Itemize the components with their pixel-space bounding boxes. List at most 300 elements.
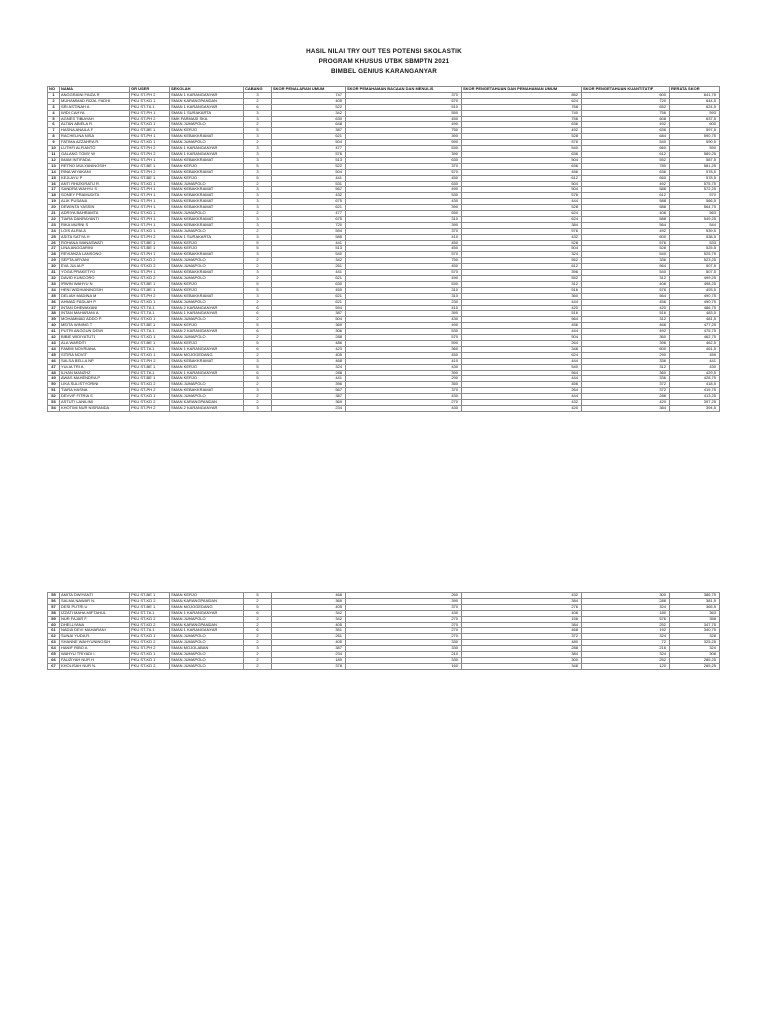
col-header-no: NO: [48, 87, 60, 93]
cell-skor-pemahaman: 570: [346, 335, 462, 341]
cell-cabang: 5: [244, 340, 272, 346]
cell-cabang: 3: [244, 205, 272, 211]
cell-skor-penalaran: 441: [272, 175, 346, 181]
cell-skor-penalaran: 342: [272, 110, 346, 116]
cell-cabang: 3: [244, 146, 272, 152]
cell-rerata: 590,75: [670, 134, 720, 140]
cell-no: 17: [48, 187, 60, 193]
cell-skor-kuantitatif: 684: [582, 134, 670, 140]
cell-skor-pemahaman: 260: [346, 593, 462, 599]
cell-cabang: 5: [244, 240, 272, 246]
cell-rerata: 461,5: [670, 346, 720, 352]
cell-sekolah: SMK FARMASI SKA: [170, 116, 244, 122]
cell-no: 66: [48, 657, 60, 663]
cell-cabang: 2: [244, 299, 272, 305]
cell-skor-penalaran: 405: [272, 640, 346, 646]
cell-no: 41: [48, 329, 60, 335]
cell-skor-pemahaman: 450: [346, 116, 462, 122]
cell-no: 52: [48, 394, 60, 400]
cell-skor-kuantitatif: 336: [582, 358, 670, 364]
cell-skor-pengetahuan: 432: [462, 593, 582, 599]
cell-nama: MUHAMMAD RIZAL FADHI: [60, 98, 130, 104]
cell-skor-penalaran: 432: [272, 193, 346, 199]
cell-sekolah: SMAN JUMAPOLO: [170, 657, 244, 663]
cell-skor-pengetahuan: 432: [462, 400, 582, 406]
cell-skor-penalaran: 369: [272, 598, 346, 604]
cell-skor-pemahaman: 230: [346, 299, 462, 305]
cell-skor-kuantitatif: 576: [582, 616, 670, 622]
cell-no: 13: [48, 163, 60, 169]
cell-skor-kuantitatif: 660: [582, 146, 670, 152]
cell-gr-user: PKU ST-PH 1: [130, 222, 170, 228]
cell-no: 25: [48, 234, 60, 240]
cell-skor-kuantitatif: 300: [582, 593, 670, 599]
cell-skor-pemahaman: 410: [346, 305, 462, 311]
cell-cabang: 2: [244, 211, 272, 217]
cell-cabang: 2: [244, 317, 272, 323]
cell-cabang: 6: [244, 104, 272, 110]
cell-cabang: 6: [244, 329, 272, 335]
cell-skor-pemahaman: 390: [346, 370, 462, 376]
cell-no: 30: [48, 264, 60, 270]
cell-skor-pengetahuan: 156: [462, 616, 582, 622]
cell-cabang: 2: [244, 622, 272, 628]
cell-skor-pengetahuan: 636: [462, 122, 582, 128]
cell-rerata: 563: [670, 211, 720, 217]
cell-gr-user: PKU ST-KD 2: [130, 598, 170, 604]
cell-rerata: 340,75: [670, 628, 720, 634]
cell-nama: YULIA TRI A: [60, 364, 130, 370]
cell-skor-pemahaman: 390: [346, 205, 462, 211]
cell-skor-kuantitatif: 564: [582, 222, 670, 228]
cell-cabang: 3: [244, 134, 272, 140]
cell-skor-penalaran: 441: [272, 270, 346, 276]
cell-gr-user: PKU ST-KD 2: [130, 622, 170, 628]
cell-no: 23: [48, 222, 60, 228]
cell-skor-penalaran: 531: [272, 181, 346, 187]
cell-skor-penalaran: 261: [272, 264, 346, 270]
cell-cabang: 5: [244, 593, 272, 599]
cell-skor-penalaran: 630: [272, 281, 346, 287]
cell-skor-pemahaman: 390: [346, 222, 462, 228]
cell-skor-penalaran: 324: [272, 364, 346, 370]
cell-skor-kuantitatif: 216: [582, 646, 670, 652]
cell-skor-penalaran: 504: [272, 169, 346, 175]
cell-nama: ANGGRAINI FAIZA R: [60, 92, 130, 98]
cell-skor-pengetahuan: 456: [462, 382, 582, 388]
cell-skor-penalaran: 621: [272, 276, 346, 282]
cell-cabang: 5: [244, 604, 272, 610]
cell-skor-kuantitatif: 660: [582, 175, 670, 181]
cell-skor-kuantitatif: 324: [582, 652, 670, 658]
cell-skor-pengetahuan: 384: [462, 222, 582, 228]
cell-rerata: 578,5: [670, 169, 720, 175]
score-table-page-2: [47, 592, 720, 670]
cell-rerata: 641,75: [670, 92, 720, 98]
cell-no: 10: [48, 146, 60, 152]
cell-cabang: 2: [244, 258, 272, 264]
cell-sekolah: SMAN KEBAKKRAMAT: [170, 388, 244, 394]
table-body-page-2: [48, 593, 720, 670]
cell-skor-penalaran: 468: [272, 593, 346, 599]
cell-skor-kuantitatif: 324: [582, 604, 670, 610]
cell-rerata: 575,75: [670, 181, 720, 187]
cell-rerata: 265,25: [670, 663, 720, 669]
cell-skor-pemahaman: 490: [346, 122, 462, 128]
cell-skor-pengetahuan: 516: [462, 311, 582, 317]
cell-no: 64: [48, 646, 60, 652]
cell-skor-pemahaman: 430: [346, 317, 462, 323]
cell-sekolah: SMAN JUMAPOLO: [170, 258, 244, 264]
cell-skor-pemahaman: 450: [346, 175, 462, 181]
cell-gr-user: PKU ST-KD 1: [130, 228, 170, 234]
cell-sekolah: SMAN 1 KARANGANYAR: [170, 311, 244, 317]
cell-cabang: 6: [244, 628, 272, 634]
cell-cabang: 2: [244, 634, 272, 640]
cell-rerata: 566,5: [670, 199, 720, 205]
cell-rerata: 308: [670, 652, 720, 658]
cell-cabang: 3: [244, 169, 272, 175]
col-header-nama: NAMA: [60, 87, 130, 93]
cell-no: 59: [48, 616, 60, 622]
cell-skor-penalaran: 234: [272, 405, 346, 411]
cell-skor-pemahaman: 290: [346, 376, 462, 382]
cell-gr-user: PKU ST-TA 1: [130, 104, 170, 110]
cell-skor-kuantitatif: 420: [582, 400, 670, 406]
cell-skor-penalaran: 405: [272, 352, 346, 358]
cell-gr-user: PKU ST-BE 1: [130, 128, 170, 134]
cell-no: 19: [48, 199, 60, 205]
cell-skor-pengetahuan: 444: [462, 376, 582, 382]
cell-skor-penalaran: 288: [272, 335, 346, 341]
cell-skor-kuantitatif: 336: [582, 258, 670, 264]
cell-gr-user: PKU ST-BE 1: [130, 281, 170, 287]
cell-no: 15: [48, 175, 60, 181]
cell-cabang: 3: [244, 234, 272, 240]
cell-nama: BIBIE WIDIYATUTI: [60, 335, 130, 341]
cell-nama: RACHELINA NISA: [60, 134, 130, 140]
cell-cabang: 2: [244, 140, 272, 146]
cell-skor-kuantitatif: 576: [582, 240, 670, 246]
cell-sekolah: SMAN 2 KARANGANYAR: [170, 305, 244, 311]
cell-sekolah: SMAN KERJO: [170, 281, 244, 287]
cell-cabang: 3: [244, 92, 272, 98]
cell-skor-kuantitatif: 408: [582, 211, 670, 217]
cell-skor-penalaran: 747: [272, 92, 346, 98]
cell-skor-pengetahuan: 504: [462, 157, 582, 163]
cell-cabang: 2: [244, 382, 272, 388]
cell-skor-kuantitatif: 384: [582, 405, 670, 411]
cell-skor-kuantitatif: 588: [582, 199, 670, 205]
cell-sekolah: SMAN KEBAKKRAMAT: [170, 187, 244, 193]
cell-nama: IZZATI MAHA MIFTAHUL: [60, 610, 130, 616]
cell-cabang: 2: [244, 657, 272, 663]
cell-cabang: 3: [244, 405, 272, 411]
cell-skor-pemahaman: 270: [346, 634, 462, 640]
cell-nama: SUNAI YUDA R.: [60, 634, 130, 640]
cell-rerata: 581,25: [670, 163, 720, 169]
cell-rerata: 358: [670, 616, 720, 622]
cell-skor-penalaran: 477: [272, 211, 346, 217]
cell-skor-penalaran: 630: [272, 116, 346, 122]
cell-skor-kuantitatif: 290: [582, 352, 670, 358]
cell-skor-pemahaman: 490: [346, 276, 462, 282]
cell-sekolah: SMAN KEBAKKRAMAT: [170, 252, 244, 258]
cell-skor-pemahaman: 390: [346, 598, 462, 604]
cell-sekolah: SMAN JUMAPOLO: [170, 382, 244, 388]
cell-skor-pemahaman: 390: [346, 311, 462, 317]
cell-gr-user: PKU ST-PH 1: [130, 187, 170, 193]
cell-skor-pemahaman: 450: [346, 240, 462, 246]
cell-rerata: 430: [670, 364, 720, 370]
cell-skor-pengetahuan: 384: [462, 598, 582, 604]
cell-skor-pengetahuan: 384: [462, 622, 582, 628]
cell-no: 2: [48, 98, 60, 104]
cell-sekolah: SMAN 1 KARANGANYAR: [170, 151, 244, 157]
cell-no: 44: [48, 346, 60, 352]
cell-rerata: 507,5: [670, 264, 720, 270]
col-header-skor-kuantitatif: SKOR PENGETAHUAN KUANTITATIF: [582, 87, 670, 93]
cell-skor-kuantitatif: 576: [582, 287, 670, 293]
cell-cabang: 5: [244, 128, 272, 134]
cell-gr-user: PKU ST-KD 2: [130, 382, 170, 388]
cell-skor-kuantitatif: 252: [582, 622, 670, 628]
cell-skor-pengetahuan: 504: [462, 187, 582, 193]
cell-skor-kuantitatif: 312: [582, 276, 670, 282]
cell-sekolah: SMAN 1 SURAKARTA: [170, 110, 244, 116]
cell-skor-pengetahuan: 576: [462, 140, 582, 146]
cell-gr-user: PKU ST-TA 1: [130, 305, 170, 311]
cell-skor-pemahaman: 390: [346, 151, 462, 157]
cell-sekolah: SMAN KARANGPANDAN: [170, 98, 244, 104]
cell-skor-pemahaman: 630: [346, 157, 462, 163]
cell-skor-pengetahuan: 528: [462, 240, 582, 246]
cell-skor-penalaran: 405: [272, 604, 346, 610]
cell-no: 60: [48, 622, 60, 628]
cell-skor-penalaran: 387: [272, 128, 346, 134]
cell-cabang: 5: [244, 281, 272, 287]
cell-skor-pemahaman: 370: [346, 163, 462, 169]
cell-skor-kuantitatif: 192: [582, 628, 670, 634]
cell-skor-pemahaman: 430: [346, 405, 462, 411]
cell-gr-user: PKU ST-PH 1: [130, 134, 170, 140]
cell-skor-pemahaman: 490: [346, 323, 462, 329]
cell-sekolah: SMAN KARANGPANDAN: [170, 400, 244, 406]
cell-skor-pemahaman: 630: [346, 181, 462, 187]
cell-cabang: 2: [244, 335, 272, 341]
cell-rerata: 538,5: [670, 234, 720, 240]
cell-gr-user: PKU ST-BE 1: [130, 364, 170, 370]
cell-cabang: 3: [244, 216, 272, 222]
cell-skor-pemahaman: 550: [346, 211, 462, 217]
cell-nama: HENI WIDHIANINGSIH: [60, 287, 130, 293]
cell-no: 18: [48, 193, 60, 199]
cell-no: 54: [48, 405, 60, 411]
cell-gr-user: PKU ST-KD 1: [130, 634, 170, 640]
cell-skor-pemahaman: 270: [346, 616, 462, 622]
cell-skor-penalaran: 396: [272, 382, 346, 388]
cell-rerata: 475,75: [670, 329, 720, 335]
cell-rerata: 415,75: [670, 388, 720, 394]
cell-sekolah: SMAN MOJOLABAN: [170, 646, 244, 652]
cell-sekolah: SMAN JUMAPOLO: [170, 264, 244, 270]
cell-sekolah: SMAN KEBAKKRAMAT: [170, 193, 244, 199]
cell-skor-kuantitatif: 468: [582, 323, 670, 329]
cell-rerata: 459: [670, 352, 720, 358]
cell-rerata: 490,75: [670, 293, 720, 299]
cell-sekolah: SMAN KERJO: [170, 240, 244, 246]
cell-skor-pemahaman: 370: [346, 604, 462, 610]
cell-sekolah: SMAN JUMAPOLO: [170, 634, 244, 640]
cell-no: 33: [48, 281, 60, 287]
cell-skor-penalaran: 594: [272, 228, 346, 234]
cell-no: 27: [48, 246, 60, 252]
cell-cabang: 2: [244, 276, 272, 282]
cell-cabang: 3: [244, 388, 272, 394]
cell-skor-pemahaman: 590: [346, 140, 462, 146]
cell-nama: KHOLISAH NUR N.: [60, 663, 130, 669]
cell-skor-penalaran: 351: [272, 628, 346, 634]
cell-rerata: 325,25: [670, 640, 720, 646]
cell-skor-kuantitatif: 564: [582, 293, 670, 299]
cell-no: 35: [48, 293, 60, 299]
cell-gr-user: PKU ST-PH 2: [130, 92, 170, 98]
cell-rerata: 363: [670, 610, 720, 616]
cell-skor-pemahaman: 350: [346, 382, 462, 388]
cell-no: 50: [48, 382, 60, 388]
cell-skor-penalaran: 585: [272, 234, 346, 240]
cell-skor-kuantitatif: 600: [582, 346, 670, 352]
cell-gr-user: PKU ST-PH 2: [130, 646, 170, 652]
cell-skor-penalaran: 387: [272, 646, 346, 652]
cell-sekolah: SMAN KERJO: [170, 128, 244, 134]
cell-skor-pemahaman: 750: [346, 128, 462, 134]
cell-gr-user: PKU ST-PH 1: [130, 110, 170, 116]
cell-cabang: 3: [244, 358, 272, 364]
cell-no: 37: [48, 305, 60, 311]
cell-nama: ALA WARDITI: [60, 340, 130, 346]
cell-skor-kuantitatif: 588: [582, 205, 670, 211]
cell-cabang: 6: [244, 305, 272, 311]
cell-skor-kuantitatif: 288: [582, 598, 670, 604]
cell-sekolah: SMAN MOJOGEDANG: [170, 604, 244, 610]
cell-gr-user: PKU ST-KD 2: [130, 400, 170, 406]
cell-skor-pemahaman: 570: [346, 169, 462, 175]
cell-cabang: 2: [244, 652, 272, 658]
cell-skor-pemahaman: 270: [346, 400, 462, 406]
cell-cabang: 2: [244, 181, 272, 187]
cell-nama: SALSA BELLA NP: [60, 358, 130, 364]
cell-nama: DESI PUTRI U: [60, 604, 130, 610]
cell-skor-pemahaman: 210: [346, 652, 462, 658]
cell-cabang: 2: [244, 264, 272, 270]
cell-sekolah: SMAN MOJOGEDANG: [170, 352, 244, 358]
cell-sekolah: SMAN KERJO: [170, 163, 244, 169]
cell-skor-penalaran: 342: [272, 258, 346, 264]
cell-sekolah: SMAN JUMAPOLO: [170, 140, 244, 146]
cell-gr-user: PKU ST-TA 1: [130, 610, 170, 616]
cell-skor-pemahaman: 370: [346, 388, 462, 394]
cell-skor-pemahaman: 360: [346, 346, 462, 352]
cell-skor-pengetahuan: 564: [462, 370, 582, 376]
cell-no: 32: [48, 276, 60, 282]
cell-skor-kuantitatif: 612: [582, 151, 670, 157]
cell-sekolah: SMAN KERJO: [170, 246, 244, 252]
cell-gr-user: PKU ST-BE 1: [130, 246, 170, 252]
cell-sekolah: SMAN KEBAKKRAMAT: [170, 157, 244, 163]
cell-rerata: 394,5: [670, 405, 720, 411]
cell-sekolah: SMAN 1 KARANGANYAR: [170, 146, 244, 152]
cell-rerata: 483,5: [670, 311, 720, 317]
cell-skor-pengetahuan: 312: [462, 281, 582, 287]
cell-no: 26: [48, 240, 60, 246]
cell-skor-pengetahuan: 300: [462, 657, 582, 663]
cell-rerata: 587,5: [670, 157, 720, 163]
cell-cabang: 3: [244, 646, 272, 652]
cell-skor-pengetahuan: 372: [462, 634, 582, 640]
cell-nama: GALANG TOMY W: [60, 151, 130, 157]
cell-skor-pengetahuan: 504: [462, 246, 582, 252]
cell-skor-pemahaman: 530: [346, 193, 462, 199]
cell-rerata: 397,25: [670, 400, 720, 406]
cell-gr-user: PKU ST-PH 1: [130, 157, 170, 163]
cell-skor-kuantitatif: 456: [582, 299, 670, 305]
report-subtitle: PROGRAM KHUSUS UTBK SBMPTN 2021: [318, 58, 450, 65]
cell-skor-pengetahuan: 624: [462, 216, 582, 222]
cell-gr-user: PKU ST-KD 2: [130, 640, 170, 646]
cell-skor-kuantitatif: 420: [582, 305, 670, 311]
cell-skor-penalaran: 261: [272, 634, 346, 640]
cell-skor-pemahaman: 530: [346, 281, 462, 287]
cell-skor-kuantitatif: 516: [582, 311, 670, 317]
cell-skor-pengetahuan: 324: [462, 252, 582, 258]
cell-skor-kuantitatif: 312: [582, 364, 670, 370]
cell-skor-pengetahuan: 552: [462, 276, 582, 282]
cell-nama: DAVID KUNCORO: [60, 276, 130, 282]
cell-rerata: 578,5: [670, 175, 720, 181]
cell-no: 9: [48, 140, 60, 146]
col-header-gr-user: GR USER: [130, 87, 170, 93]
cell-gr-user: PKU ST-BE 1: [130, 593, 170, 599]
cell-cabang: 3: [244, 193, 272, 199]
cell-rerata: 328: [670, 634, 720, 640]
cell-nama: ROHANA WANASWATI: [60, 240, 130, 246]
cell-rerata: 481,5: [670, 317, 720, 323]
cell-sekolah: SMAN KEBAKKRAMAT: [170, 270, 244, 276]
cell-sekolah: SMAN KEBAKKRAMAT: [170, 216, 244, 222]
cell-skor-pengetahuan: 348: [462, 346, 582, 352]
cell-gr-user: PKU ST-PH 1: [130, 193, 170, 199]
cell-gr-user: PKU ST-PH 2: [130, 151, 170, 157]
cell-gr-user: PKU ST-KD 1: [130, 299, 170, 305]
cell-skor-kuantitatif: 492: [582, 329, 670, 335]
cell-no: 14: [48, 169, 60, 175]
cell-sekolah: SMAN KEBAKKRAMAT: [170, 358, 244, 364]
cell-skor-kuantitatif: 588: [582, 216, 670, 222]
cell-skor-penalaran: 621: [272, 134, 346, 140]
cell-rerata: 600: [670, 122, 720, 128]
cell-skor-kuantitatif: 564: [582, 264, 670, 270]
cell-no: 56: [48, 598, 60, 604]
cell-no: 58: [48, 610, 60, 616]
cell-no: 4: [48, 110, 60, 116]
cell-gr-user: PKU ST-PH 1: [130, 216, 170, 222]
col-header-skor-penalaran: SKOR PENALARAN UMUM: [272, 87, 346, 93]
cell-nama: FATIMA AZZAHRA R.: [60, 140, 130, 146]
cell-sekolah: SMAN KEBAKKRAMAT: [170, 293, 244, 299]
cell-skor-pemahaman: 450: [346, 264, 462, 270]
col-header-skor-pengetahuan-umum: SKOR PENGETAHUAN DAN PEMAHAMAN UMUM: [462, 87, 582, 93]
